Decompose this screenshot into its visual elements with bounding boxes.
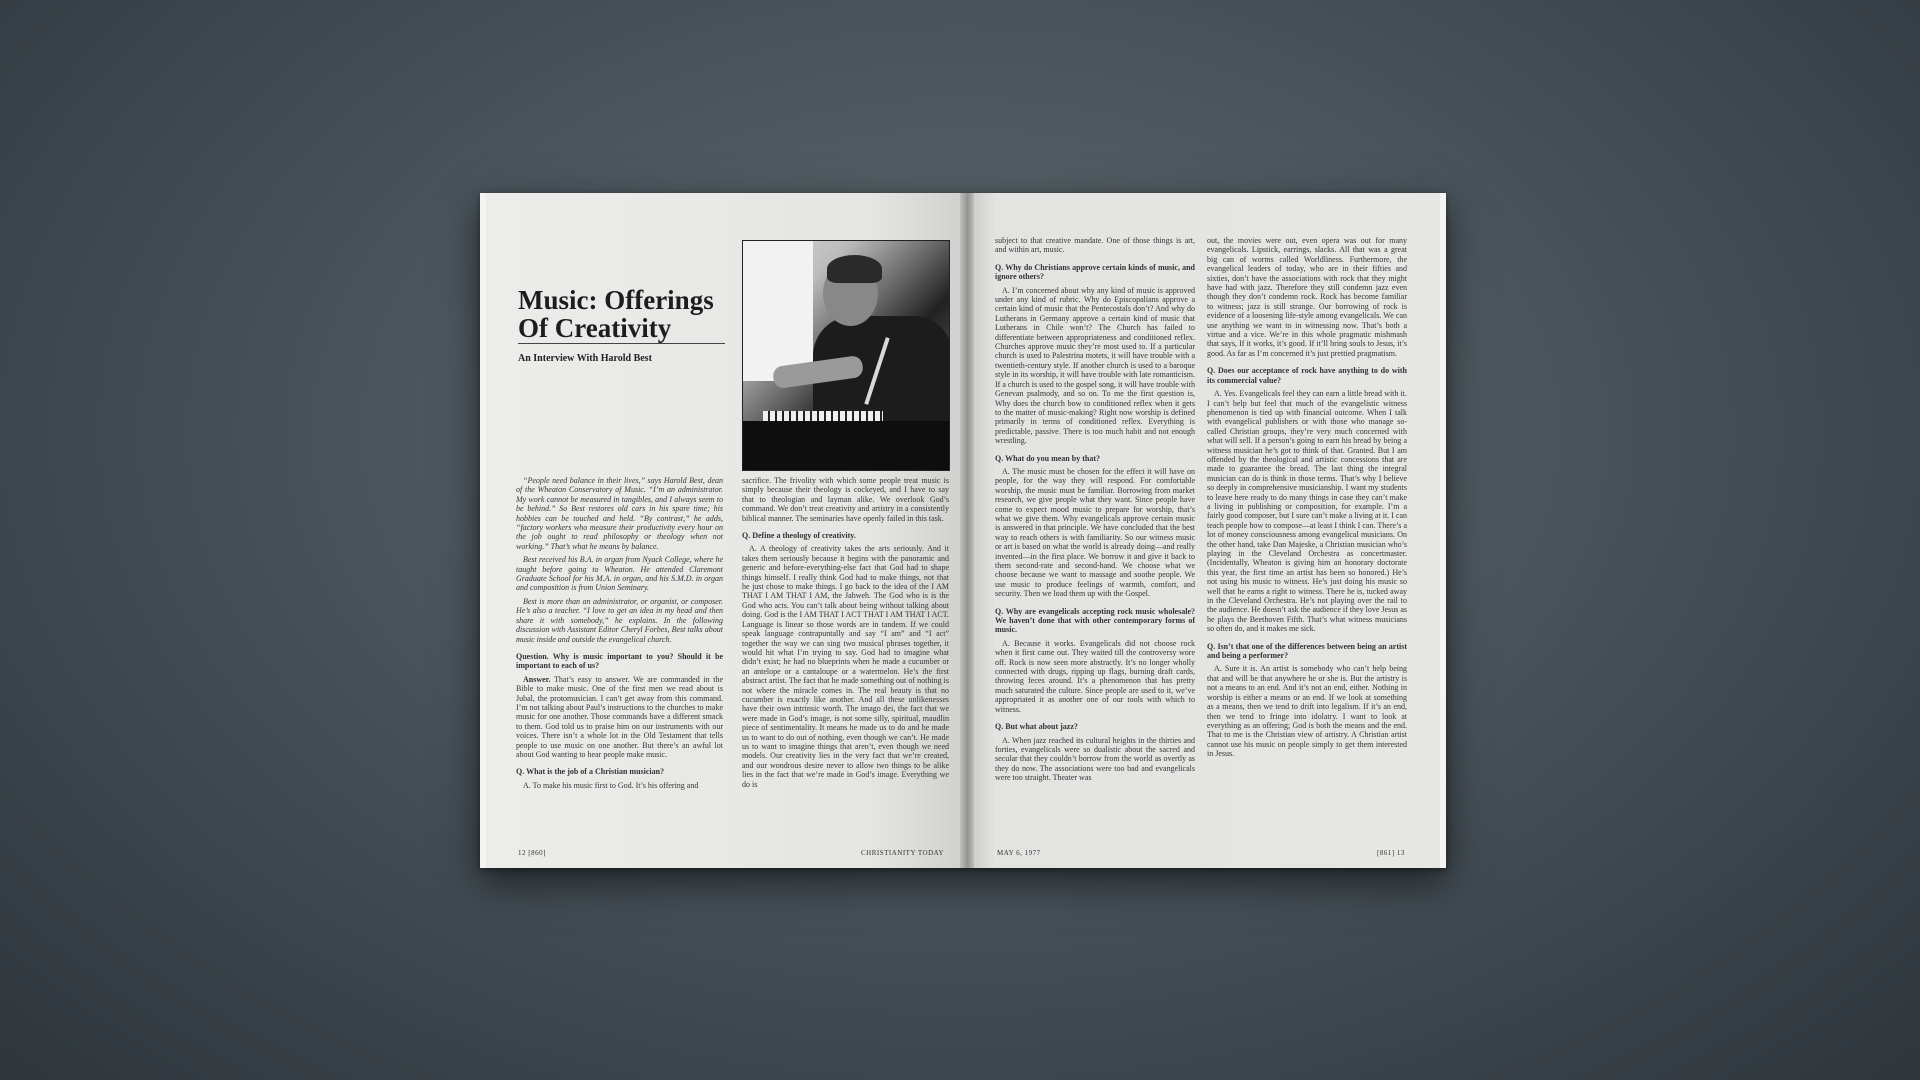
photo-figure-hair [827,255,882,283]
issue-date: MAY 6, 1977 [997,849,1041,857]
answer-paragraph: A. The music must be chosen for the effect it will have on people, for the way they will respond. For comfortable worship, the music must be familiar. Borrowing from market research, we give people what they want. Since people have come to expect mood music to prepare for worship, that’s what we give them. Why evangelicals approve certain music is answered in that principle. We have concluded that the best way to reach others is with familiarity. So our witness music or art is based on what the world is already doing—and really invented—in the first place. We borrow it and give it back to them second-rate and second-hand. We choose what we choose because we want to massage and soothe people. We use music to produce feelings of warmth, comfort, and security. Then we load them up with the Gospel. [995,466,1195,599]
right-page [967,193,1446,868]
question: Q. Does our acceptance of rock have anything to do with its commercial value? [1207,366,1407,385]
answer-text: That’s easy to answer. We are commanded in the Bible to make music. One of the first men we read about is Jubal, the protomusician. I can’t get away from this command. I’m not talking about Paul’s instructions to the churches to make music for one another. Those commands have a different smack to them. God told us to praise him on our instruments with our voices. There isn’t a whole lot in the Old Testament that tells people to use music on one another. But there’s an awful lot about God wanting to hear people make music. [516,674,723,759]
right-column-1 [995,236,1195,841]
body-paragraph: subject to that creative mandate. One of those things is art, and within art, music. [995,236,1195,255]
intro-paragraph: Best is more than an administrator, or organist, or composer. He’s also a teacher. “I love to get an idea in my head and then share it with somebody,” he explains. In the following discussion with Assistant Editor Cheryl Forbes, Best talks about music inside and outside the evangelical church. [516,596,723,644]
answer-paragraph: A. When jazz reached its cultural heights in the thirties and forties, evangelicals were so dualistic about the sacred and secular that they couldn’t borrow from the world as overtly as they do now. The associations were too bad and evangelicals were too straight. Theater was [995,735,1195,783]
question: Q. But what about jazz? [995,722,1078,732]
title-rule [518,343,725,344]
portrait-photo [742,240,950,471]
body-paragraph: sacrifice. The frivolity with which some people treat music is simply because their theology is cockeyed, and I have to say that to theologian and layman alike. We overlook God’s command. We don’t treat creativity and artistry in a consistently biblical manner. The seminaries have openly failed in this task. [742,476,949,523]
answer-paragraph: A. I’m concerned about why any kind of music is approved under any kind of rubric. Why do Episcopalians approve a certain kind of music that the Pentecostals don’t? And why do Lutherans in Germany approve a certain kind of music that Lutherans in Chile won’t? The Church has failed to differentiate between appropriateness and conditioned reflex. Churches approve music they’re most used to. If a particular church is used to Palestrina motets, it will have trouble with a twentieth-century style. If another church is used to a baroque style in its worship, it will have trouble with late romanticism. If a church is used to the gospel song, it will have trouble with Genevan psalmody, and so on. To me the first question is, Why does the church bow to conditioned reflex when it gets to the matter of music-making? Right now worship is defined primarily in terms of conditioned reflex. Everything is predictable, passive. There is too much habit and not enough wrestling. [995,285,1195,446]
answer-paragraph: A. Because it works. Evangelicals did not choose rock when it first came out. They waited till the controversy wore off. Rock is now seen more abstractly. It’s no longer wholly connected with drugs, ripping up flags, burning draft cards, throwing feces around. It’s a phenomenon that has pretty much saturated the culture. Since people are used to it, we’ve appropriated it as another one of our tools with which to witness. [995,638,1195,714]
page-number: 12 [860] [518,849,546,857]
right-column-2 [1207,236,1407,841]
question: Q. What is the job of a Christian musician? [516,767,665,777]
question: Q. What do you mean by that? [995,453,1100,463]
magazine-name: CHRISTIANITY TODAY [861,849,945,857]
spine-gutter [960,193,974,868]
answer-paragraph: A. Yes. Evangelicals feel they can earn a little bread with it. I can’t help but feel that much of the evangelistic witness phenomenon is tied up with financial outcome. When I talk with evangelical publishers or with those who manage so-called Christian groups, they’re very much concerned with what will sell. If a person’s going to earn his bread by being a witness musician he’s got to think of that. Granted. But I am offended by the theological and artistic concessions that are made to guarantee the bread. The last thing the integral musician can do is think in those terms. That’s why I believe so deeply in comprehensive musicianship. I want my students to leave here ready to do many things in case they can’t make a living in publishing or composition, for example. I’m a fairly good composer, but I sure can’t make a living at it. I can teach people how to compose—at least I think I can. There’s a lot of money consciousness among evangelical musicians. On the other hand, take Dan Majeske, a Christian musician who’s playing in the Cleveland Orchestra as concertmaster. (Incidentally, Wheaton is giving him an honorary doctorate this year, the first time an artist has been so honored.) He’s not using his music to witness. He’s just doing his music so well that he earns a right to witness. There he is, tucked away in the Cleveland Orchestra. He’s not playing over the rail to the audience. He doesn’t ask the audience if they love Jesus as he plays the Beethoven Fifth. That’s what witness musicians so often do, and it makes me sick. [1207,389,1407,634]
answer-paragraph: A. Sure it is. An artist is somebody who can’t help being that and will be that anywhere he or she is. But the artistry is not a means to an end. And it’s not an end, either. Nothing in worship is either a means or an end. If we look at something as a means, then we tend to drift into legalism. If it’s an end, then we tend to fringe into idolatry. I want to look at everything as an offering; God is both the means and the end. That to me is the Christian view of artistry. A Christian artist cannot use his music on people simply to get them interested in Jesus. [1207,664,1407,759]
intro-paragraph: “People need balance in their lives,” says Harold Best, dean of the Wheaton Conservatory of Music. “I’m an administrator. My work cannot be measured in tangibles, and I always seem to be behind.” So Best restores old cars in his spare time; his hobbies can be touched and held. “By contrast,” he adds, “factory workers who measure their productivity every hour on the job ought to read philosophy or theology when not working.” That’s what he means by balance. [516,476,723,551]
page-number: [861] 13 [1377,849,1405,857]
intro-paragraph: Best received his B.A. in organ from Nyack College, where he taught before going to Wheaton. He attended Claremont Graduate School for his M.A. in organ, and his S.M.D. in organ and composition is from Union Seminary. [516,555,723,593]
question: Q. Why are evangelicals accepting rock music wholesale? We haven’t done that with other contemporary forms of music. [995,606,1195,635]
piano-keys-icon [763,411,883,421]
question: Q. Why do Christians approve certain kinds of music, and ignore others? [995,262,1195,282]
magazine-spread [480,193,1446,868]
answer-paragraph [516,675,723,760]
article-title: Music: Offerings Of Creativity [518,285,714,343]
answer-paragraph: A. A theology of creativity takes the arts seriously. And it takes them seriously because it begins with the panoramic and generic and before-everything-else fact that God had to shape things himself. I really think God had to make things, not that he just chose to make things. I go back to the idea of the I AM THAT I AM THAT I AM, the Jahweh. The God who is is the God who acts. You can’t talk about being without talking about doing. God is the I AM THAT I ACT THAT I AM THAT I ACT. Language is linear so those words are in tandem. If we could speak language contrapuntally and say “I am” and “I act” together the way we can sing two musical phrases together, it would hit what I’m trying to say. God had to imagine what didn’t exist; he had no blueprints when he made a cucumber or an antelope or a cantaloupe or a watermelon. He’s the first abstract artist. The fact that he made something out of nothing is not where the miracle comes in. The real beauty is that no cucumber is exactly like another. And all these unlikenesses have their own intrinsic worth. The imago dei, the fact that we were made in God’s image, is not some silly, spiritual, maudlin piece of sentimentality. It means he made us to do and he made us to want to do out of nothing, even though we can’t. He made us to want to imagine things that aren’t, even though we need models. Our creativity lies in the very fact that we’re created, and our wondrous desire never to allow two things to be alike lies in the fact that we’re made in God’s image. Everything we do is [742,544,949,789]
question: Question. Why is music important to you? Should it be important to each of us? [516,651,723,671]
left-page [480,193,967,868]
left-column-2 [742,476,949,841]
question: Q. Define a theology of creativity. [742,531,856,541]
question: Q. Isn’t that one of the differences between being an artist and being a performer? [1207,641,1407,661]
photo-window [743,241,813,381]
left-column-1 [516,476,723,841]
body-paragraph: out, the movies were out, even opera was out for many evangelicals. Lipstick, earrings, slacks. All that was a great big can of worms called Worldliness. Furthermore, the evangelical leaders of today, who are in their fifties and sixties, don’t have the associations with rock that they might have had with jazz. Therefore they still condemn jazz even though they don’t condemn rock. Rock has become familiar to witness; jazz is still strange. Our borrowing of rock is evidence of a loosening life-style among evangelicals. We can use anything we want to in witnessing now. That’s both a virtue and a vice. We’re in this whole pragmatic mishmash that says, If it works, it’s good. If it’ll bring souls to Jesus, it’s good. As far as I’m concerned it’s just prettied pragmatism. [1207,236,1407,358]
article-subtitle: An Interview With Harold Best [518,353,652,364]
answer-paragraph: A. To make his music first to God. It’s his offering and [523,780,699,790]
piano-icon [743,421,949,471]
answer-label: Answer. [523,674,551,684]
